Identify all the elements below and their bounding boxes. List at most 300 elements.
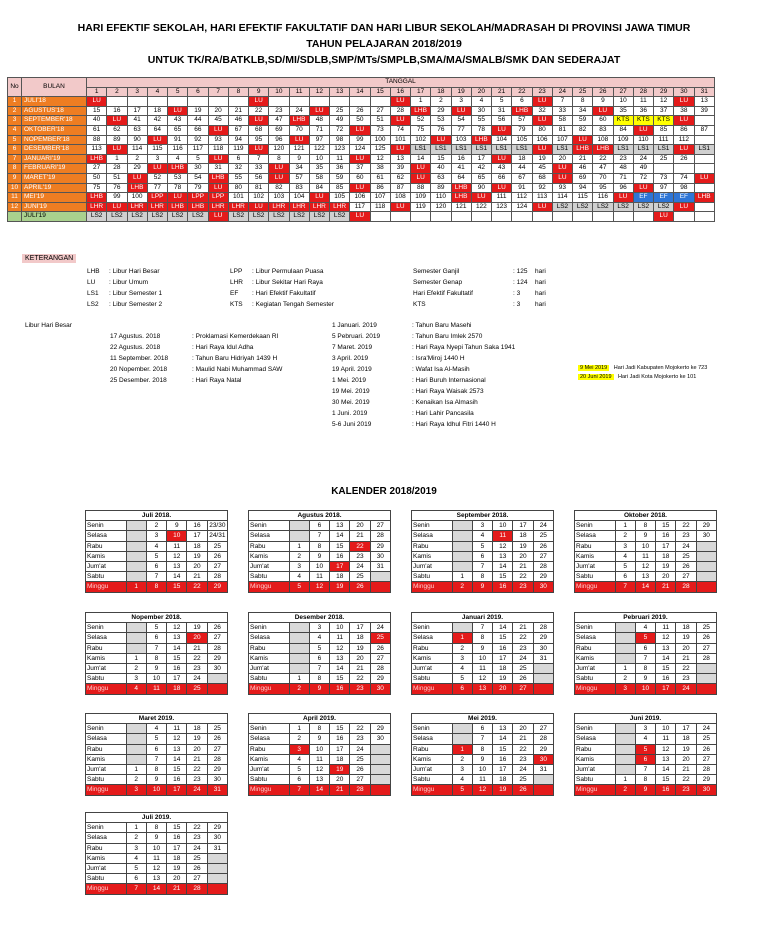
date-cell: 27 — [676, 572, 696, 582]
week-row — [249, 521, 391, 531]
date-cell: 17 — [167, 843, 187, 853]
date-cell: 18 — [350, 633, 370, 643]
week-row — [86, 623, 228, 633]
day-cell: 66 — [188, 125, 208, 135]
day-cell: LHB — [593, 145, 613, 155]
date-cell: 8 — [635, 664, 655, 674]
date-cell — [126, 744, 146, 754]
holiday-list-2018 — [110, 331, 282, 386]
date-cell: 17 — [350, 623, 370, 633]
date-cell — [370, 765, 390, 775]
day-cell: 47 — [593, 164, 613, 174]
day-cell: LU — [532, 202, 552, 212]
day-name: Kamis — [249, 551, 290, 561]
day-cell: 123 — [492, 202, 512, 212]
day-name: Kamis — [249, 754, 290, 764]
day-name: Jum'at — [86, 765, 127, 775]
day-cell: 34 — [573, 106, 593, 116]
day-cell: LU — [208, 154, 228, 164]
date-cell: 8 — [635, 521, 655, 531]
date-cell: 26 — [513, 674, 533, 684]
day-cell: LU — [613, 193, 633, 203]
week-row — [249, 724, 391, 734]
week-row — [86, 684, 228, 694]
date-cell: 7 — [146, 643, 166, 653]
legend-text: : 3 — [513, 301, 521, 308]
day-header: 12 — [309, 87, 329, 97]
date-cell: 13 — [146, 874, 166, 884]
date-cell: 23 — [513, 582, 533, 592]
date-cell: 27 — [533, 724, 553, 734]
day-cell: LU — [289, 135, 309, 145]
row-number: 3 — [8, 116, 22, 126]
day-name: Senin — [249, 521, 290, 531]
date-cell: 11 — [167, 541, 187, 551]
day-cell: LS2 — [289, 212, 309, 222]
day-name: Kamis — [86, 754, 127, 764]
date-cell: 11 — [493, 531, 513, 541]
date-cell: 15 — [167, 653, 187, 663]
week-row — [575, 521, 717, 531]
date-cell: 18 — [167, 853, 187, 863]
day-cell: 22 — [249, 106, 269, 116]
week-row — [575, 744, 717, 754]
day-cell: LU — [390, 202, 410, 212]
day-cell: 89 — [107, 135, 127, 145]
date-cell: 28 — [207, 572, 227, 582]
date-cell: 21 — [350, 531, 370, 541]
day-cell: 106 — [350, 193, 370, 203]
date-cell: 15 — [330, 724, 350, 734]
day-name: Rabu — [249, 643, 290, 653]
date-cell: 13 — [472, 684, 492, 694]
day-cell: 24 — [289, 106, 309, 116]
date-cell — [126, 754, 146, 764]
day-name: Sabtu — [86, 874, 127, 884]
day-cell: 56 — [249, 173, 269, 183]
day-cell: 76 — [107, 183, 127, 193]
date-cell: 11 — [309, 754, 329, 764]
date-cell: 26 — [513, 785, 533, 795]
date-cell: 25 — [513, 664, 533, 674]
date-cell: 1 — [452, 572, 472, 582]
row-month: FEBRUARI'19 — [22, 164, 87, 174]
week-row — [249, 785, 391, 795]
day-name: Selasa — [86, 734, 127, 744]
date-cell: 24 — [676, 684, 696, 694]
day-cell: LS2 — [188, 212, 208, 222]
day-cell: 110 — [633, 135, 653, 145]
day-name: Selasa — [249, 734, 290, 744]
date-cell: 19 — [187, 734, 207, 744]
date-cell: 9 — [472, 582, 492, 592]
month-row — [8, 193, 715, 203]
day-cell: 13 — [694, 97, 715, 107]
date-cell: 5 — [289, 765, 309, 775]
day-name: Minggu — [249, 582, 290, 592]
day-cell: 9 — [289, 154, 309, 164]
day-cell: 13 — [390, 154, 410, 164]
day-cell: LU — [147, 164, 167, 174]
date-cell: 9 — [472, 643, 492, 653]
day-name: Kamis — [412, 754, 453, 764]
legend-text: Semester Genap — [413, 279, 463, 286]
day-cell: LHB — [188, 202, 208, 212]
date-cell: 2 — [615, 674, 635, 684]
day-cell: LU — [249, 116, 269, 126]
day-cell: 61 — [87, 125, 107, 135]
row-number: 1 — [8, 97, 22, 107]
date-cell: 11 — [330, 633, 350, 643]
day-cell: LPP — [188, 193, 208, 203]
day-cell: 90 — [127, 135, 147, 145]
day-header: 8 — [228, 87, 248, 97]
day-cell: 110 — [431, 193, 451, 203]
day-cell: LU — [552, 164, 572, 174]
date-cell: 10 — [309, 744, 329, 754]
day-cell: 4 — [168, 154, 188, 164]
date-cell — [615, 744, 635, 754]
month-calendar — [248, 612, 391, 695]
day-cell — [431, 212, 451, 222]
day-cell: LU — [471, 193, 491, 203]
date-cell: 17 — [656, 541, 676, 551]
date-cell: 19 — [187, 623, 207, 633]
libur-title: Libur Hari Besar — [25, 322, 72, 329]
day-name: Senin — [249, 724, 290, 734]
day-cell: 93 — [552, 183, 572, 193]
date-cell — [452, 623, 472, 633]
day-header: 24 — [552, 87, 572, 97]
row-month: JULI'18 — [22, 97, 87, 107]
legend-line — [332, 342, 515, 353]
week-row — [86, 785, 228, 795]
day-cell: 68 — [249, 125, 269, 135]
date-cell: 6 — [452, 684, 472, 694]
row-month: SEPTEMBER'18 — [22, 116, 87, 126]
date-cell: 4 — [635, 734, 655, 744]
day-name: Sabtu — [86, 775, 127, 785]
month-title: Mei 2019. — [412, 714, 554, 724]
day-cell: 55 — [228, 173, 248, 183]
week-row — [412, 744, 554, 754]
date-cell: 26 — [676, 562, 696, 572]
date-cell: 10 — [635, 684, 655, 694]
day-cell: LS1 — [694, 145, 715, 155]
day-cell: LHB — [168, 202, 188, 212]
date-cell — [452, 521, 472, 531]
day-name: Rabu — [412, 643, 453, 653]
day-cell — [370, 212, 390, 222]
week-row — [575, 785, 717, 795]
day-cell: 20 — [552, 154, 572, 164]
date-cell: 4 — [635, 623, 655, 633]
day-cell: LU — [573, 135, 593, 145]
date-cell: 7 — [289, 785, 309, 795]
day-name: Selasa — [86, 633, 127, 643]
legend-line — [110, 331, 282, 342]
day-cell: 51 — [107, 173, 127, 183]
day-cell: 3 — [451, 97, 471, 107]
date-cell: 11 — [635, 551, 655, 561]
date-cell: 31 — [370, 562, 390, 572]
day-cell: LHB — [87, 193, 107, 203]
legend-text: LS2 — [87, 301, 99, 308]
month-title: Juli 2018. — [86, 511, 228, 521]
date-cell — [370, 572, 390, 582]
week-row — [575, 551, 717, 561]
day-cell: 44 — [188, 116, 208, 126]
date-cell: 1 — [126, 765, 146, 775]
day-cell: 112 — [512, 193, 532, 203]
date-cell: 20 — [187, 633, 207, 643]
day-cell: 107 — [552, 135, 572, 145]
date-cell: 29 — [207, 582, 227, 592]
date-cell: 2 — [289, 684, 309, 694]
day-header: 21 — [492, 87, 512, 97]
day-cell: 108 — [593, 135, 613, 145]
date-cell: 24 — [187, 843, 207, 853]
date-cell: 20 — [167, 874, 187, 884]
day-cell: 49 — [330, 116, 350, 126]
legend-text: : Hari Raya Idul Adha — [192, 344, 254, 351]
date-cell: 15 — [330, 674, 350, 684]
date-cell: 7 — [126, 884, 146, 894]
legend-text: 19 Mei. 2019 — [332, 388, 370, 395]
day-header: 31 — [694, 87, 715, 97]
day-cell: LU — [492, 125, 512, 135]
week-row — [575, 775, 717, 785]
date-cell: 7 — [635, 653, 655, 663]
day-name: Kamis — [86, 853, 127, 863]
date-cell: 3 — [289, 744, 309, 754]
day-name: Kamis — [575, 551, 616, 561]
date-cell: 8 — [146, 582, 166, 592]
month-row — [8, 116, 715, 126]
date-cell: 6 — [472, 724, 492, 734]
date-cell: 23 — [676, 674, 696, 684]
day-cell: LU — [492, 183, 512, 193]
date-cell — [289, 653, 309, 663]
date-cell: 2 — [452, 754, 472, 764]
day-cell: 37 — [350, 164, 370, 174]
date-cell: 18 — [493, 664, 513, 674]
day-cell: LHB — [573, 145, 593, 155]
date-cell: 24/31 — [207, 531, 227, 541]
date-cell: 15 — [656, 775, 676, 785]
day-cell: LPP — [208, 193, 228, 203]
date-cell: 30 — [696, 785, 716, 795]
date-cell: 21 — [187, 572, 207, 582]
day-cell: LU — [168, 193, 188, 203]
date-cell: 22 — [676, 664, 696, 674]
date-cell: 12 — [330, 643, 350, 653]
day-cell: 28 — [107, 164, 127, 174]
day-cell: 5 — [188, 154, 208, 164]
day-cell — [370, 97, 390, 107]
date-cell — [615, 643, 635, 653]
month-title: Desember 2018. — [249, 613, 391, 623]
day-cell: 54 — [188, 173, 208, 183]
day-cell — [350, 97, 370, 107]
day-header: 3 — [127, 87, 147, 97]
date-cell: 20 — [493, 684, 513, 694]
date-cell — [370, 754, 390, 764]
week-row — [412, 653, 554, 663]
date-cell: 5 — [146, 734, 166, 744]
date-cell: 25 — [696, 623, 716, 633]
week-row — [412, 724, 554, 734]
day-cell: LHB — [208, 173, 228, 183]
date-cell: 23 — [676, 531, 696, 541]
day-cell: KTS — [633, 116, 653, 126]
day-name: Minggu — [575, 684, 616, 694]
row-number: 12 — [8, 202, 22, 212]
legend-text: : Isra'Miroj 1440 H — [412, 355, 465, 362]
row-number: 9 — [8, 173, 22, 183]
day-cell — [309, 97, 329, 107]
date-cell: 10 — [146, 785, 166, 795]
date-cell: 4 — [615, 551, 635, 561]
day-name: Jum'at — [86, 562, 127, 572]
date-cell: 17 — [656, 684, 676, 694]
legend-text: : Libur Semester 2 — [109, 301, 163, 308]
legend-text: : Hari Lahir Pancasila — [412, 410, 474, 417]
date-cell: 29 — [370, 724, 390, 734]
day-cell: LU — [107, 202, 127, 212]
legend-line — [87, 277, 162, 288]
month-row — [8, 125, 715, 135]
legend-line — [230, 288, 334, 299]
legend-line — [230, 299, 334, 310]
date-cell: 17 — [493, 653, 513, 663]
legend-line — [332, 353, 515, 364]
week-row — [412, 521, 554, 531]
week-row — [575, 765, 717, 775]
date-cell: 16 — [493, 582, 513, 592]
date-cell: 8 — [146, 823, 166, 833]
day-name: Minggu — [249, 684, 290, 694]
day-cell: LHB — [694, 193, 715, 203]
day-cell: LHB — [512, 106, 532, 116]
day-cell: 29 — [127, 164, 147, 174]
date-cell: 10 — [635, 541, 655, 551]
day-cell: 117 — [188, 145, 208, 155]
day-cell: 121 — [451, 202, 471, 212]
day-cell: 79 — [188, 183, 208, 193]
legend-text: : Wafat Isa Al-Masih — [412, 366, 470, 373]
date-cell: 16 — [656, 674, 676, 684]
date-cell: 19 — [493, 674, 513, 684]
legend-line — [87, 299, 162, 310]
day-name: Senin — [86, 724, 127, 734]
date-cell: 14 — [167, 643, 187, 653]
day-cell — [107, 97, 127, 107]
header-no: No — [8, 78, 22, 97]
date-cell: 17 — [676, 724, 696, 734]
date-cell: 31 — [533, 653, 553, 663]
date-cell: 12 — [656, 633, 676, 643]
date-cell: 5 — [289, 582, 309, 592]
day-cell: 113 — [532, 193, 552, 203]
day-name: Sabtu — [412, 572, 453, 582]
date-cell: 11 — [146, 684, 166, 694]
day-cell: 26 — [350, 106, 370, 116]
day-cell: LS2 — [613, 202, 633, 212]
legend-line — [332, 320, 515, 331]
day-name: Rabu — [86, 744, 127, 754]
date-cell: 5 — [615, 562, 635, 572]
date-cell — [696, 674, 716, 684]
anniversary-date: 9 Mei 2019 — [580, 365, 608, 371]
day-cell: 105 — [512, 135, 532, 145]
date-cell — [615, 734, 635, 744]
date-cell: 10 — [146, 674, 166, 684]
day-cell: 18 — [147, 106, 167, 116]
day-name: Jum'at — [412, 664, 453, 674]
date-cell: 26 — [350, 765, 370, 775]
date-cell: 28 — [187, 884, 207, 894]
day-cell: LS1 — [512, 145, 532, 155]
date-cell: 19 — [493, 785, 513, 795]
date-cell: 9 — [472, 754, 492, 764]
day-cell: LU — [694, 173, 715, 183]
date-cell — [533, 775, 553, 785]
date-cell: 4 — [472, 531, 492, 541]
legend-text: : Libur Hari Besar — [109, 268, 160, 275]
date-cell: 2 — [126, 833, 146, 843]
day-name: Minggu — [575, 785, 616, 795]
day-cell: 123 — [330, 145, 350, 155]
day-cell — [512, 212, 532, 222]
date-cell: 23/30 — [207, 521, 227, 531]
day-cell: 21 — [228, 106, 248, 116]
day-cell: 32 — [532, 106, 552, 116]
date-cell: 30 — [533, 582, 553, 592]
legend-text: : Libur Umum — [109, 279, 149, 286]
week-row — [86, 864, 228, 874]
legend-text: 1 Juni. 2019 — [332, 410, 368, 417]
date-cell: 1 — [289, 724, 309, 734]
date-cell: 25 — [187, 853, 207, 863]
week-row — [412, 754, 554, 764]
day-name: Minggu — [412, 785, 453, 795]
date-cell: 16 — [493, 643, 513, 653]
date-cell: 26 — [207, 623, 227, 633]
date-cell — [126, 541, 146, 551]
legend-text: : Hari Efektif Fakultatif — [252, 290, 316, 297]
day-cell: KTS — [613, 116, 633, 126]
date-cell: 24 — [350, 744, 370, 754]
date-cell: 22 — [350, 674, 370, 684]
day-name: Jum'at — [249, 562, 290, 572]
date-cell — [126, 724, 146, 734]
day-cell: 90 — [471, 183, 491, 193]
anniversary-line — [578, 373, 707, 382]
anniversary-line — [578, 364, 707, 373]
day-cell: 15 — [431, 154, 451, 164]
date-cell — [126, 551, 146, 561]
week-row — [86, 724, 228, 734]
day-cell: 108 — [390, 193, 410, 203]
day-cell: LU — [168, 106, 188, 116]
date-cell: 5 — [452, 785, 472, 795]
day-cell: 71 — [309, 125, 329, 135]
date-cell: 6 — [126, 874, 146, 884]
day-cell: 43 — [492, 164, 512, 174]
day-cell: 30 — [188, 164, 208, 174]
date-cell — [126, 572, 146, 582]
